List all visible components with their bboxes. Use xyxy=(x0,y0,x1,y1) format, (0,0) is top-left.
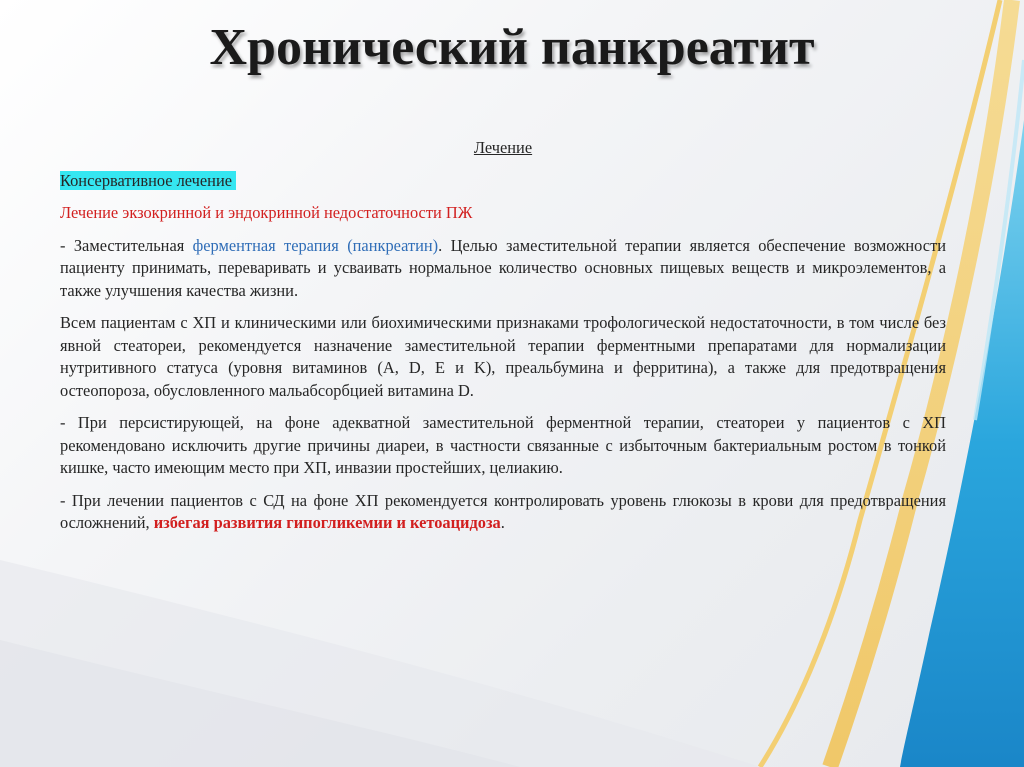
section-heading-text: Лечение xyxy=(473,138,533,157)
paragraph-enzyme-therapy xyxy=(60,235,946,303)
paragraph-trophological: Всем пациентам с ХП и клиническими или биохимическими признаками трофологической недостаточности, в том числе без явной стеатореи, рекомендуется назначение заместительной терапии ферментными препаратами для нормализации нутритивного статуса (уровня витаминов (A, D, E и K), преальбумина и ферритина), а также для предотвращения остеопороза, обусловленного мальабсорбцией витамина D. xyxy=(60,313,946,400)
p4-suffix: . xyxy=(500,513,505,532)
p1-rest: . Целью заместительной терапии является обеспечение возможности пациенту принимать, переваривать и усваивать нормальное количество основных пищевых веществ и микроэлементов, а также улучшения качества жизни. xyxy=(60,235,947,300)
p4-prefix: - При лечении пациентов с СД на фоне ХП рекомендуется контролировать уровень глюкозы в крови для предотвращения осложнений, xyxy=(60,490,946,532)
slide-body xyxy=(60,137,946,545)
slide-title: Хронический панкреатит xyxy=(209,19,815,76)
section-heading xyxy=(60,137,946,160)
paragraph-diabetes xyxy=(60,490,946,535)
subheading: Лечение экзокринной и эндокринной недостаточности ПЖ xyxy=(60,203,473,222)
paragraph-steatorrhea: - При персистирующей, на фоне адекватной заместительной ферментной терапии, стеатореи у пациентов с ХП рекомендовано исключить другие причины диареи, в частности связанные с избыточным бактериальным ростом в тонкой кишке, часто имеющим место при ХП, инвазии простейших, целиакию. xyxy=(60,413,946,477)
p4-warning: избегая развития гипогликемии и кетоацидоза xyxy=(153,513,501,532)
highlight-label xyxy=(60,170,946,193)
p1-enzyme-term: ферментная терапия (панкреатин) xyxy=(192,235,439,255)
p1-prefix: - Заместительная xyxy=(60,235,193,255)
highlight-label-text: Консервативное лечение xyxy=(60,171,236,190)
